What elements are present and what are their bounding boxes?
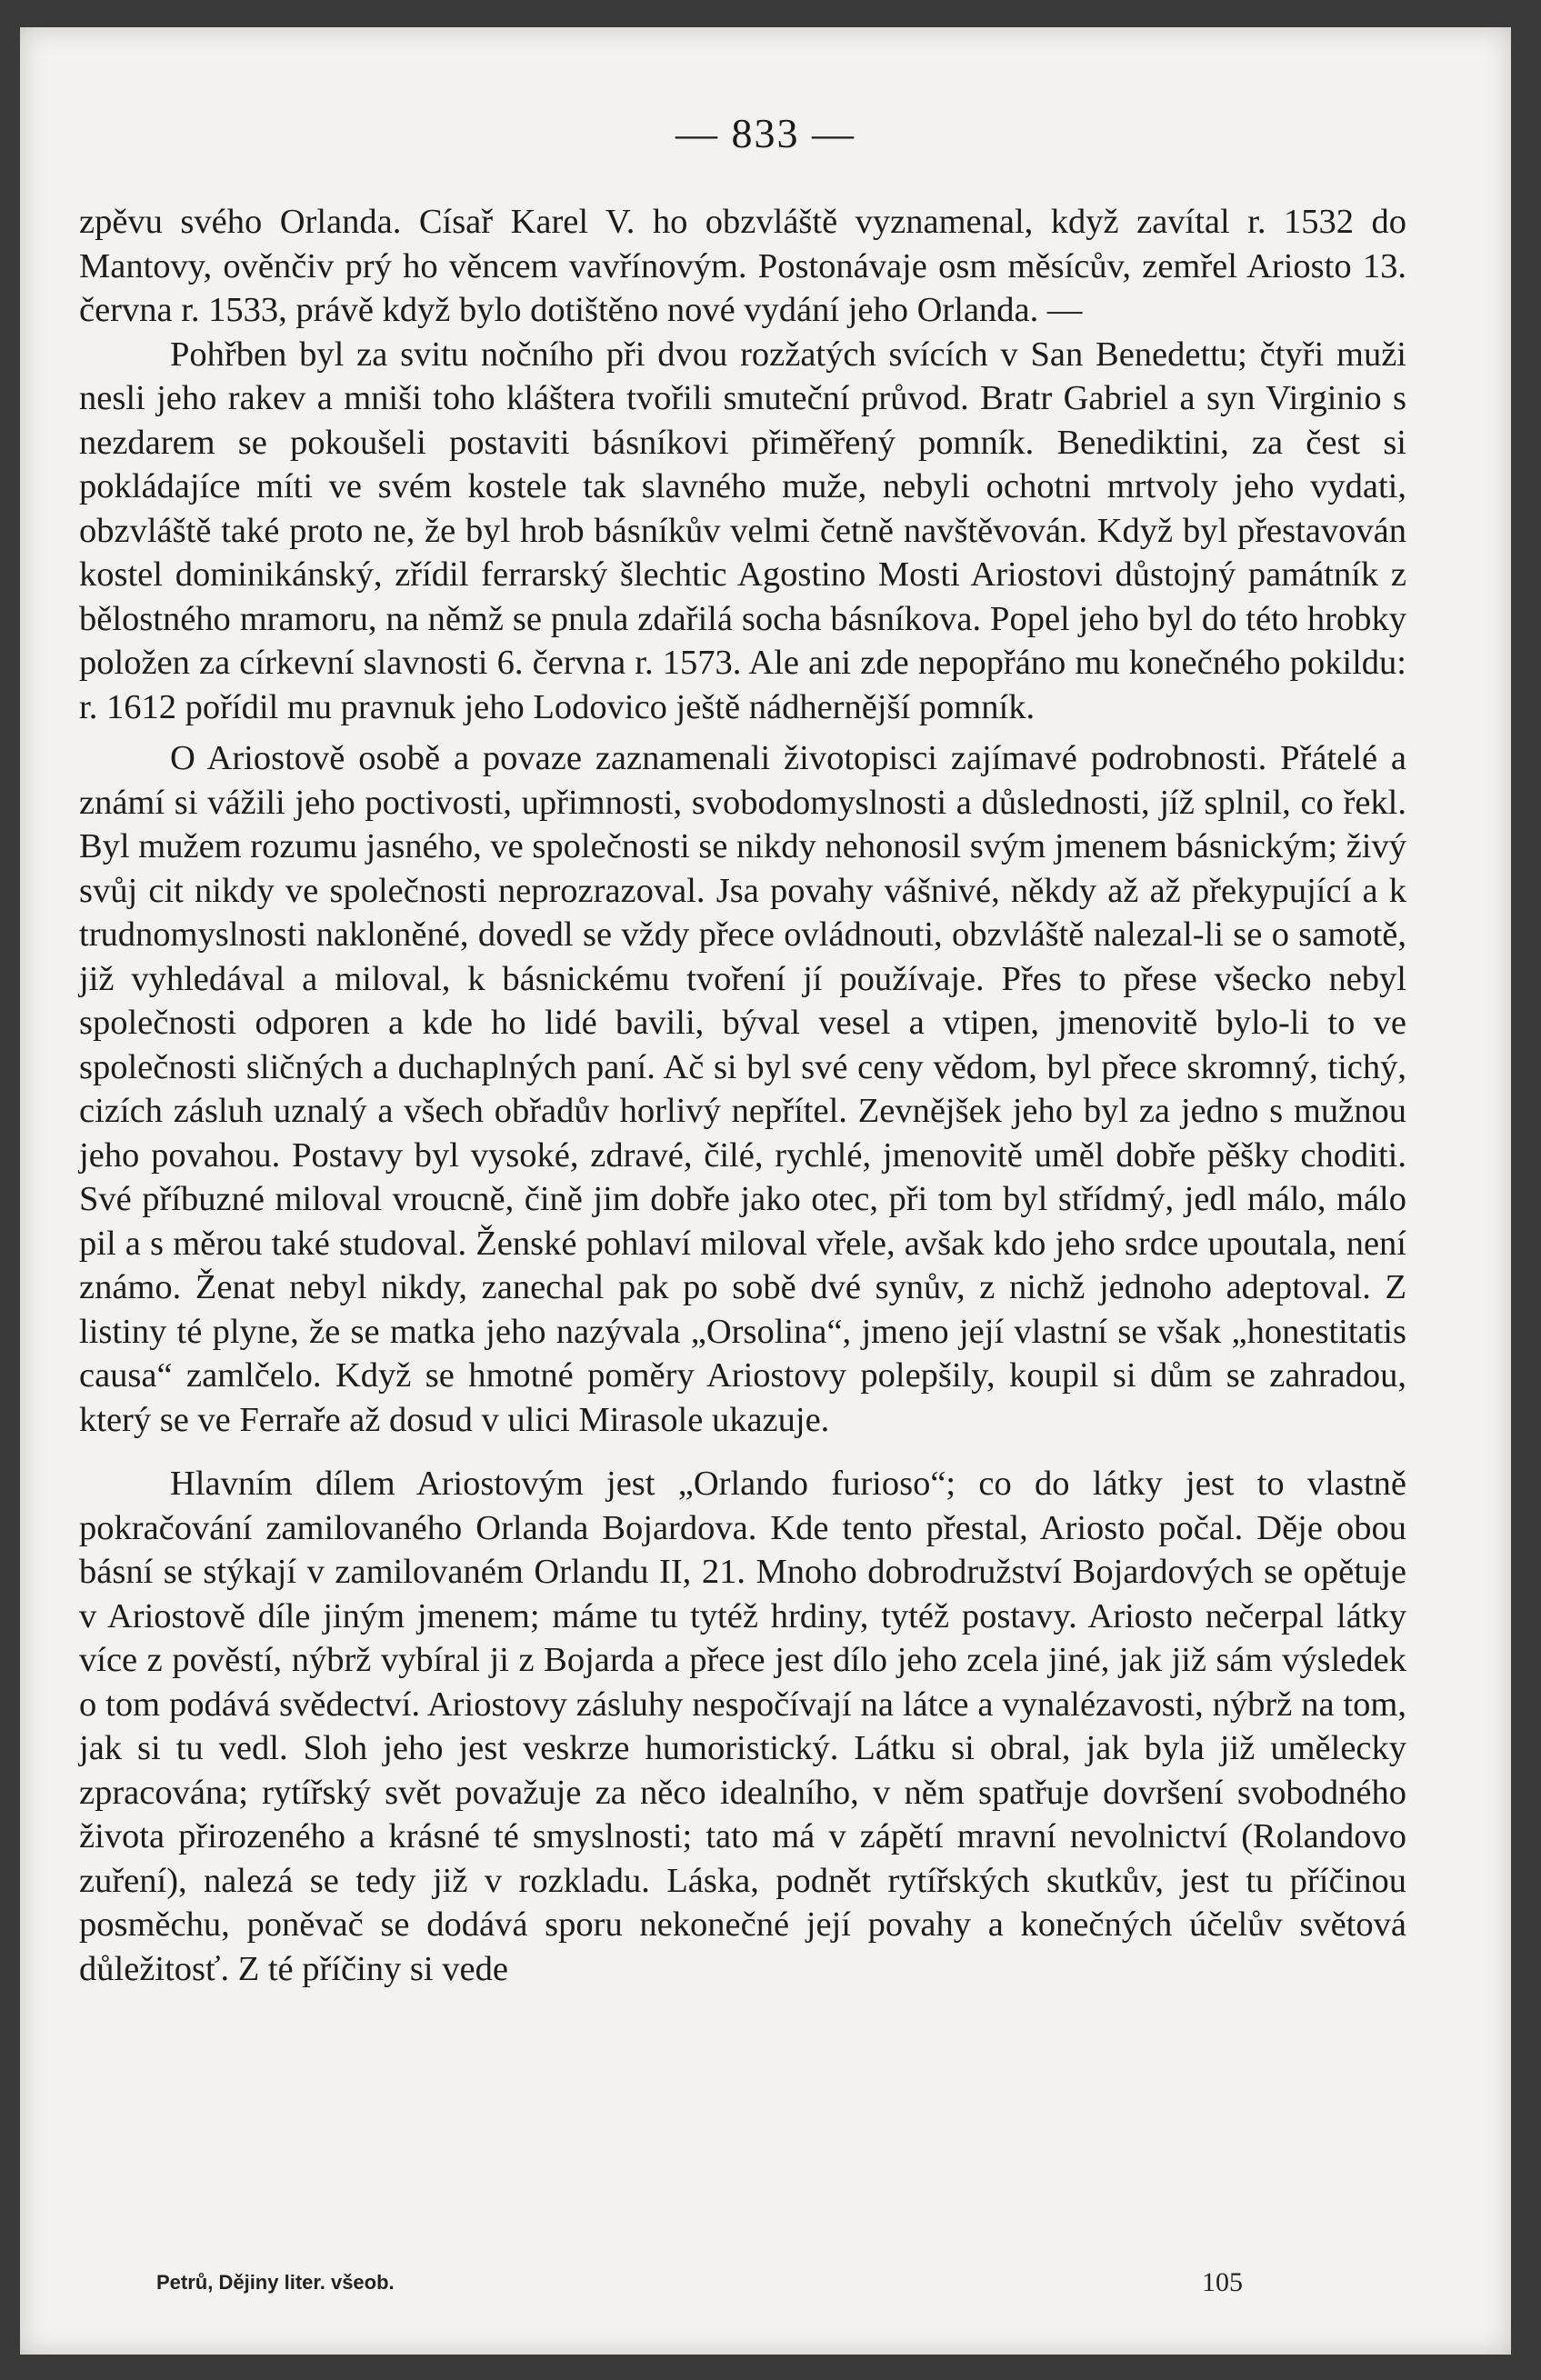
page-footer	[20, 2267, 1511, 2307]
page-number: — 833 —	[675, 110, 856, 156]
body-text	[79, 200, 1406, 1991]
paragraph: O Ariostově osobě a povaze zaznamenali životopisci zajímavé podrobnosti. Přátelé a známí si vážili jeho poctivosti, upřimnosti, svobodomyslnosti a důslednosti, jíž splnil, co řekl. Byl mužem rozumu jasného, ve společnosti se nikdy nehonosil svým jmenem básnickým; živý svůj cit nikdy ve společnosti neprozrazoval. Jsa povahy vášnivé, někdy až až překypující a k trudnomyslnosti nakloněné, dovedl se vždy přece ovládnouti, obzvláště nalezal-li se o samotě, již vyhledával a miloval, k básnickému tvoření jí používaje. Přes to přese všecko nebyl společnosti odporen a kde ho lidé bavili, býval vesel a vtipen, jmenovitě bylo-li to ve společnosti sličných a duchaplných paní. Ač si byl své ceny vědom, byl přece skromný, tichý, cizích zásluh uznalý a všech obřadův horlivý nepřítel. Zevnějšek jeho byl za jedno s mužnou jeho povahou. Postavy byl vysoké, zdravé, čilé, rychlé, jmenovitě uměl dobře pěšky choditi. Své příbuzné miloval vroucně, čině jim dobře jako otec, při tom byl střídmý, jedl málo, málo pil a s měrou také studoval. Ženské pohlaví miloval vřele, avšak kdo jeho srdce upoutala, není známo. Ženat nebyl nikdy, zanechal pak po sobě dvé synův, z nichž jednoho adeptoval. Z listiny té plyne, že se matka jeho nazývala „Orsolina“, jmeno její vlastní se však „honestitatis causa“ zamlčelo. Když se hmotné poměry Ariostovy polepšily, koupil si dům se zahradou, který se ve Ferraře až dosud v ulici Mirasole ukazuje.	[79, 739, 1406, 1439]
paragraph: Pohřben byl za svitu nočního při dvou rozžatých svících v San Benedettu; čtyři muži nesli jeho rakev a mniši toho kláštera tvořili smuteční průvod. Bratr Gabriel a syn Virginio s nezdarem se pokoušeli postaviti básníkovi přiměřený pomník. Benediktini, za čest si pokládajíce míti ve svém kostele tak slavného muže, nebyli ochotni mrtvoly jeho vydati, obzvláště také proto ne, že byl hrob básníkův velmi četně navštěvován. Když byl přestavován kostel dominikánský, zřídil ferrarský šlechtic Agostino Mosti Ariostovi důstojný památník z bělostného mramoru, na němž se pnula zdařilá socha básníkova. Popel jeho byl do této hrobky položen za církevní slavnosti 6. června r. 1573. Ale ani zde nepopřáno mu konečného pokildu: r. 1612 pořídil mu pravnuk jeho Lodovico ještě nádhernější pomník.	[79, 335, 1406, 726]
book-page	[20, 27, 1511, 2355]
footer-sheet-number: 105	[1202, 2267, 1243, 2297]
footer-signature: Petrů, Dějiny liter. všeob.	[156, 2271, 395, 2294]
paragraph: Hlavním dílem Ariostovým jest „Orlando furioso“; co do látky jest to vlastně pokračování zamilovaného Orlanda Bojardova. Kde tento přestal, Ariosto počal. Děje obou básní se stýkají v zamilovaném Orlandu II, 21. Mnoho dobrodružství Bojardových se opětuje v Ariostově díle jiným jmenem; máme tu tytéž hrdiny, tytéž postavy. Ariosto nečerpal látky více z pověstí, nýbrž vybíral ji z Bojarda a přece jest dílo jeho zcela jiné, jak již sám výsledek o tom podává svědectví. Ariostovy zásluhy nespočívají na látce a vynalézavosti, nýbrž na tom, jak si tu vedl. Sloh jeho jest veskrze humoristický. Látku si obral, jak byla již umělecky zpracována; rytířský svět považuje za něco idealního, v něm spatřuje dovršení svobodného života přirozeného a krásné té smyslnosti; tato má v zápětí mravní nevolnictví (Rolandovo zuření), nalezá se tedy již v rozkladu. Láska, podnět rytířských skutkův, jest tu příčinou posměchu, poněvač se dodává sporu nekonečné její povahy a konečných účelův světová důležitosť. Z té příčiny si vede	[79, 1465, 1406, 1988]
paragraph: zpěvu svého Orlanda. Císař Karel V. ho obzvláště vyznamenal, když zavítal r. 1532 do Mantovy, ověnčiv prý ho věncem vavřínovým. Postonávaje osm měsícův, zemřel Ariosto 13. června r. 1533, právě když bylo dotištěno nové vydání jeho Orlanda. —	[79, 203, 1406, 329]
